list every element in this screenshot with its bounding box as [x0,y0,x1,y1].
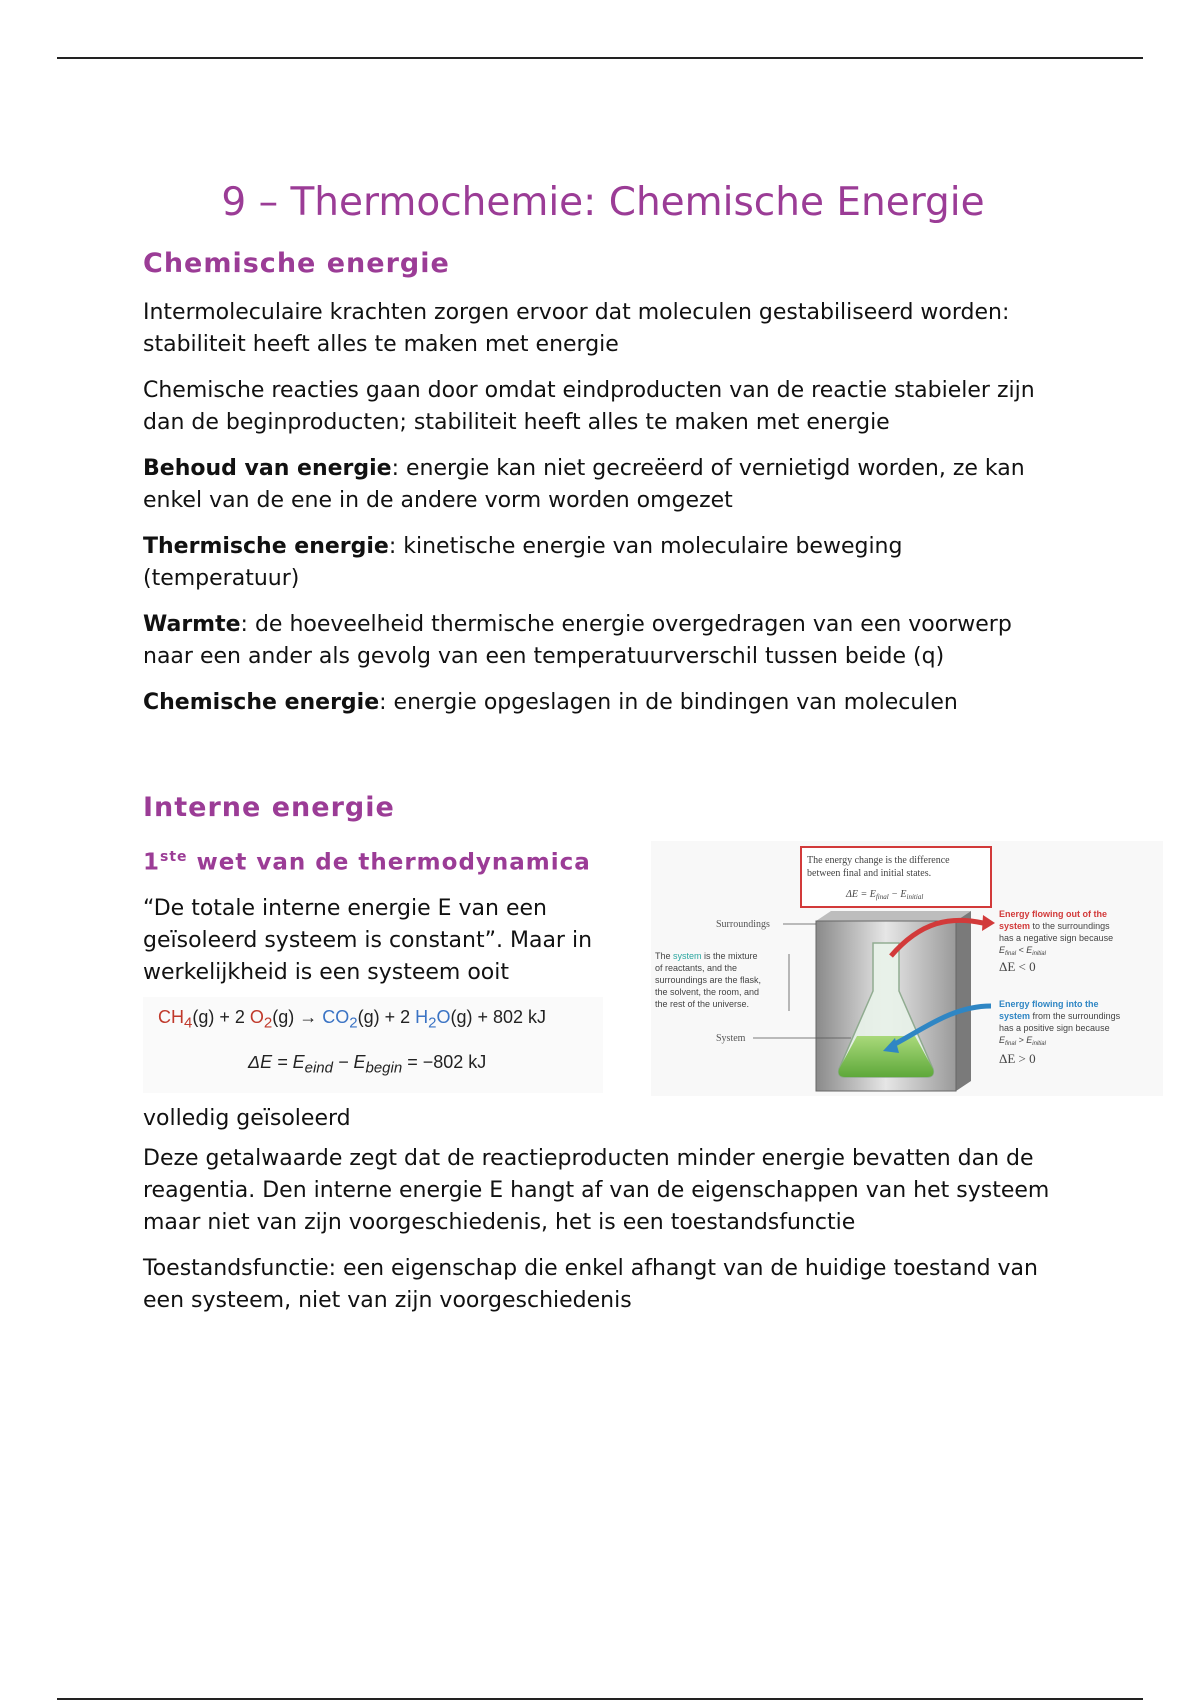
svg-text:The system is the mixture: The system is the mixture [655,951,758,961]
definition-warmte [143,609,1063,673]
box-side [956,911,971,1091]
svg-text:Efinal > Einitial: $E_{final} > E_{initial}$ [999,1035,1046,1047]
svg-text:between final and initial stat: between final and initial states. [807,868,932,879]
svg-text:Energy flowing into the: Energy flowing into the [999,999,1099,1009]
top-rule [57,57,1143,59]
svg-text:Energy flowing out of the: Energy flowing out of the [999,909,1107,919]
section-heading-interne-energie: Interne energie [143,792,395,823]
paragraph: Intermoleculaire krachten zorgen ervoor dat moleculen gestabiliseerd worden: stabiliteit heeft alles te maken met energie [143,300,1010,357]
system-description [655,951,789,1011]
paragraph-toestandsfunctie: Toestandsfunctie: een eigenschap die enkel afhangt van de huidige toestand van een systeem, niet van zijn voorgeschiedenis [143,1255,1038,1313]
delta-e-equation: $\Delta E = E_{eind} - E_{begin} = -802$ kJ [248,1051,487,1077]
svg-text:ΔE > 0: ΔE > 0 [999,1051,1036,1066]
combustion-equation: $CH_4(g) + 2$ $O_2(g) \to CO_2(g) + 2$ $H_2O(g) + 802$ kJ [158,1006,547,1032]
svg-text:the rest of the universe.: the rest of the universe. [655,999,750,1009]
definition-term: Thermische energie [143,534,389,559]
first-law-block [143,841,1121,1135]
svg-text:has a negative sign because: has a negative sign because [999,933,1114,943]
svg-text:the solvent, the room, and: the solvent, the room, and [655,987,760,997]
svg-text:system from the surroundings: system from the surroundings [999,1011,1121,1021]
svg-text:surroundings are the flask,: surroundings are the flask, [655,975,762,985]
definition-text: : energie kan niet gecreëerd of vernietigd worden, ze kan enkel van de ene in de andere vorm worden omgezet [143,456,1025,513]
definition-term: Warmte [143,612,241,637]
definition-thermische-energie [143,531,1063,595]
paragraph: Chemische reacties gaan door omdat eindproducten van de reactie stabieler zijn dan de beginproducten; stabiliteit heeft alles te maken met energie [143,378,1035,435]
svg-text:ΔE = Efinal − Einitial: $\Delta E = E_{final} - E_{initial}$ [846,889,924,901]
svg-text:ΔE < 0: ΔE < 0 [999,959,1036,974]
section-heading-chemische-energie: Chemische energie [143,248,450,279]
definition-text: : de hoeveelheid thermische energie overgedragen van een voorwerp naar een ander als gevolg van een temperatuurverschil tussen beide (q) [143,612,1012,669]
svg-text:Efinal < Einitial: $E_{final} < E_{initial}$ [999,945,1046,957]
definition-behoud-van-energie [143,453,1063,517]
definition-text: : energie opgeslagen in de bindingen van moleculen [379,690,958,715]
svg-text:has a positive sign because: has a positive sign because [999,1023,1110,1033]
definition-term: Behoud van energie [143,456,392,481]
reaction-equation [143,997,603,1093]
svg-text:of reactants, and the: of reactants, and the [655,963,738,973]
svg-text:The energy change is the diffe: The energy change is the difference [807,855,950,866]
first-law-quote: “De totale interne energie E van een geïsoleerd systeem is constant”. Maar in werkelijkheid is een systeem ooit [143,895,593,985]
surroundings-label: Surroundings [716,919,770,930]
system-label: System [716,1033,746,1044]
page-title: 9 – Thermochemie: Chemische Energie [221,180,985,225]
document-page [143,175,1121,1331]
svg-text:system to the surroundings: system to the surroundings [999,921,1110,931]
system-surroundings-figure [651,841,1163,1096]
energy-in-description [999,999,1121,1066]
paragraph-interne-energie: Deze getalwaarde zegt dat de reactieproducten minder energie bevatten dan de reagentia. Den interne energie E hangt af van de eigenschappen van het systeem maar niet van zijn voorgeschiedenis, het is een toestandsfunctie [143,1145,1050,1235]
energy-out-description [999,909,1113,974]
definition-chemische-energie [143,687,1063,719]
quote-continuation: volledig geïsoleerd [143,1105,351,1131]
definition-text: : kinetische energie van moleculaire beweging (temperatuur) [143,534,903,591]
subheading-first-law: 1ste wet van de thermodynamica [143,849,591,876]
definition-term: Chemische energie [143,690,380,715]
